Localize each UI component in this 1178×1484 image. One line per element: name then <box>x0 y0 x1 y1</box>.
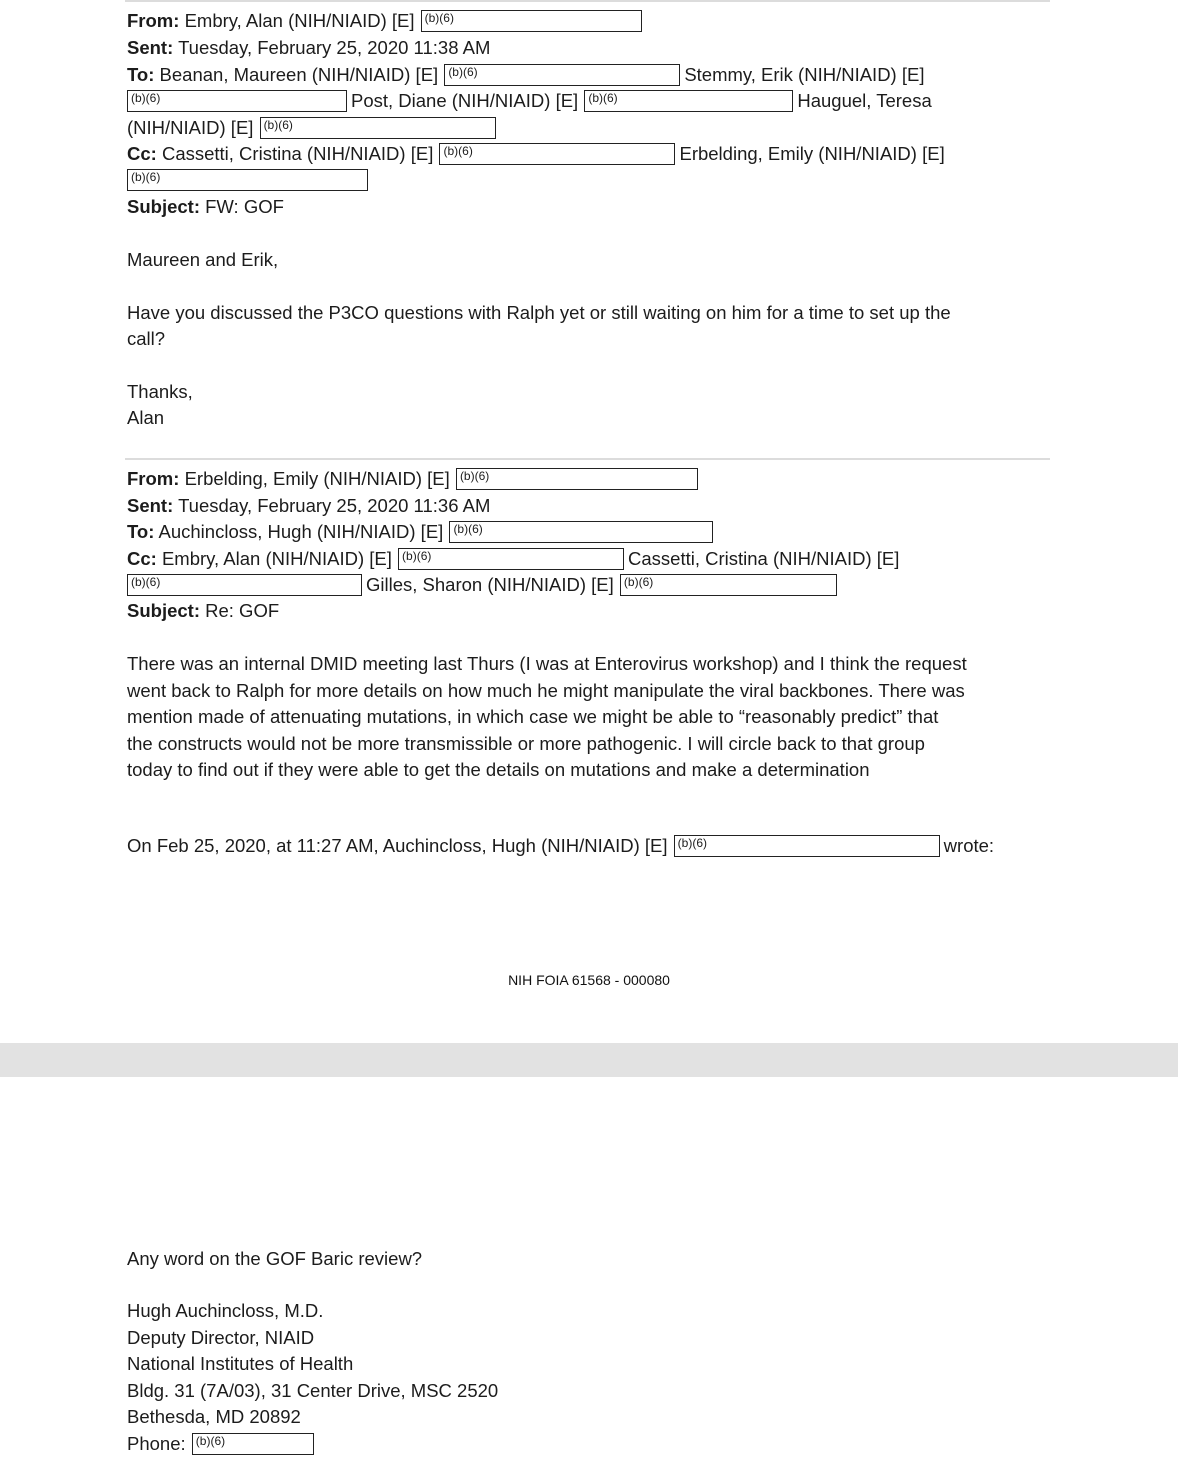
sent-value: Tuesday, February 25, 2020 11:38 AM <box>178 37 491 58</box>
redaction-code: (b)(6) <box>263 118 293 133</box>
cc-label: Cc: <box>127 143 157 164</box>
email2-cc-line <box>127 546 899 572</box>
redaction-code: (b)(6) <box>588 91 618 106</box>
redaction-box <box>456 468 698 490</box>
email2-sent-line <box>127 493 490 519</box>
quote-suffix: wrote: <box>943 835 995 856</box>
cc-label: Cc: <box>127 548 157 569</box>
redaction-code: (b)(6) <box>131 575 161 590</box>
signature-name: Hugh Auchincloss, M.D. <box>127 1300 324 1321</box>
redaction-box <box>449 521 713 543</box>
redaction-box <box>127 574 362 596</box>
email1-from-line <box>127 8 646 34</box>
from-label: From: <box>127 10 180 31</box>
redaction-box <box>620 574 837 596</box>
email2-to-line <box>127 519 717 545</box>
email1-greeting: Maureen and Erik, <box>127 249 279 270</box>
email1-signature: Alan <box>127 407 165 428</box>
redaction-code: (b)(6) <box>402 549 432 564</box>
sent-label: Sent: <box>127 37 174 58</box>
email2-quote-header <box>127 833 994 859</box>
to-recipient: Beanan, Maureen (NIH/NIAID) [E] <box>159 64 439 85</box>
cc-recipient: Embry, Alan (NIH/NIAID) [E] <box>161 548 392 569</box>
email1-body-line: Have you discussed the P3CO questions with Ralph yet or still waiting on him for a time to set up the <box>127 302 951 323</box>
subject-value: FW: GOF <box>205 196 284 217</box>
to-recipient: Post, Diane (NIH/NIAID) [E] <box>351 90 579 111</box>
redaction-code: (b)(6) <box>131 91 161 106</box>
from-value: Erbelding, Emily (NIH/NIAID) [E] <box>184 468 450 489</box>
redaction-code: (b)(6) <box>623 575 654 590</box>
redaction-code: (b)(6) <box>448 65 478 80</box>
email2-from-line <box>127 466 702 492</box>
redaction-box <box>674 835 940 857</box>
redaction-box <box>260 117 496 139</box>
email1-cc-line-2 <box>127 167 372 193</box>
sent-value: Tuesday, February 25, 2020 11:36 AM <box>178 495 491 516</box>
to-label: To: <box>127 521 155 542</box>
email2-body-line: today to find out if they were able to get the details on mutations and make a determination <box>127 759 870 780</box>
to-recipient: Stemmy, Erik (NIH/NIAID) [E] <box>684 64 925 85</box>
email2-body-line: There was an internal DMID meeting last Thurs (I was at Enterovirus workshop) and I think the request <box>127 653 967 674</box>
signature-address: Bldg. 31 (7A/03), 31 Center Drive, MSC 2520 <box>127 1380 499 1401</box>
subject-label: Subject: <box>127 600 200 621</box>
redaction-box <box>192 1433 314 1455</box>
to-recipient: Auchincloss, Hugh (NIH/NIAID) [E] <box>158 521 444 542</box>
redaction-code: (b)(6) <box>424 11 454 26</box>
redaction-box <box>127 169 368 191</box>
from-value: Embry, Alan (NIH/NIAID) [E] <box>184 10 415 31</box>
to-label: To: <box>127 64 155 85</box>
cc-recipient: Cassetti, Cristina (NIH/NIAID) [E] <box>161 143 434 164</box>
divider-top <box>125 0 1050 2</box>
email1-to-line <box>127 62 924 88</box>
email2-subject-line <box>127 598 279 624</box>
divider-middle <box>125 458 1050 460</box>
redaction-box <box>584 90 793 112</box>
cc-recipient: Cassetti, Cristina (NIH/NIAID) [E] <box>628 548 900 569</box>
redaction-code: (b)(6) <box>677 836 708 851</box>
redaction-box <box>444 64 680 86</box>
phone-label: Phone: <box>127 1433 186 1454</box>
email1-body-line: call? <box>127 328 166 349</box>
sent-label: Sent: <box>127 495 174 516</box>
email1-signoff: Thanks, <box>127 381 193 402</box>
redaction-box <box>127 90 347 112</box>
redaction-box <box>439 143 675 165</box>
redaction-code: (b)(6) <box>459 469 490 484</box>
email1-cc-line <box>127 141 945 167</box>
redaction-code: (b)(6) <box>453 522 483 537</box>
signature-city: Bethesda, MD 20892 <box>127 1406 301 1427</box>
from-label: From: <box>127 468 180 489</box>
signature-org: National Institutes of Health <box>127 1353 354 1374</box>
redaction-box <box>398 548 624 570</box>
quote-prefix: On Feb 25, 2020, at 11:27 AM, Auchincloss, Hugh (NIH/NIAID) [E] <box>127 835 668 856</box>
page-separator <box>0 1043 1178 1077</box>
subject-label: Subject: <box>127 196 200 217</box>
cc-recipient: Gilles, Sharon (NIH/NIAID) [E] <box>366 574 614 595</box>
signature-title: Deputy Director, NIAID <box>127 1327 315 1348</box>
redaction-box <box>421 10 642 32</box>
to-recipient: Hauguel, Teresa <box>797 90 932 111</box>
email2-cc-line-2 <box>127 572 841 598</box>
email3-body: Any word on the GOF Baric review? <box>127 1248 423 1269</box>
email2-body-line: mention made of attenuating mutations, in which case we might be able to “reasonably predict” that <box>127 706 939 727</box>
email1-sent-line <box>127 35 490 61</box>
email1-to-line-3 <box>127 115 500 141</box>
subject-value: Re: GOF <box>205 600 280 621</box>
email2-body-line: the constructs would not be more transmissible or more pathogenic. I will circle back to that group <box>127 733 925 754</box>
foia-page-id: NIH FOIA 61568 - 000080 <box>508 972 670 988</box>
redaction-code: (b)(6) <box>195 1434 226 1449</box>
email2-body-line: went back to Ralph for more details on how much he might manipulate the viral backbones. There was <box>127 680 965 701</box>
redaction-code: (b)(6) <box>131 170 161 185</box>
email1-to-line-2 <box>127 88 932 114</box>
cc-recipient: Erbelding, Emily (NIH/NIAID) [E] <box>679 143 945 164</box>
redaction-code: (b)(6) <box>443 144 473 159</box>
email1-subject-line <box>127 194 284 220</box>
signature-phone-line <box>127 1431 318 1457</box>
to-recipient: (NIH/NIAID) [E] <box>127 117 254 138</box>
